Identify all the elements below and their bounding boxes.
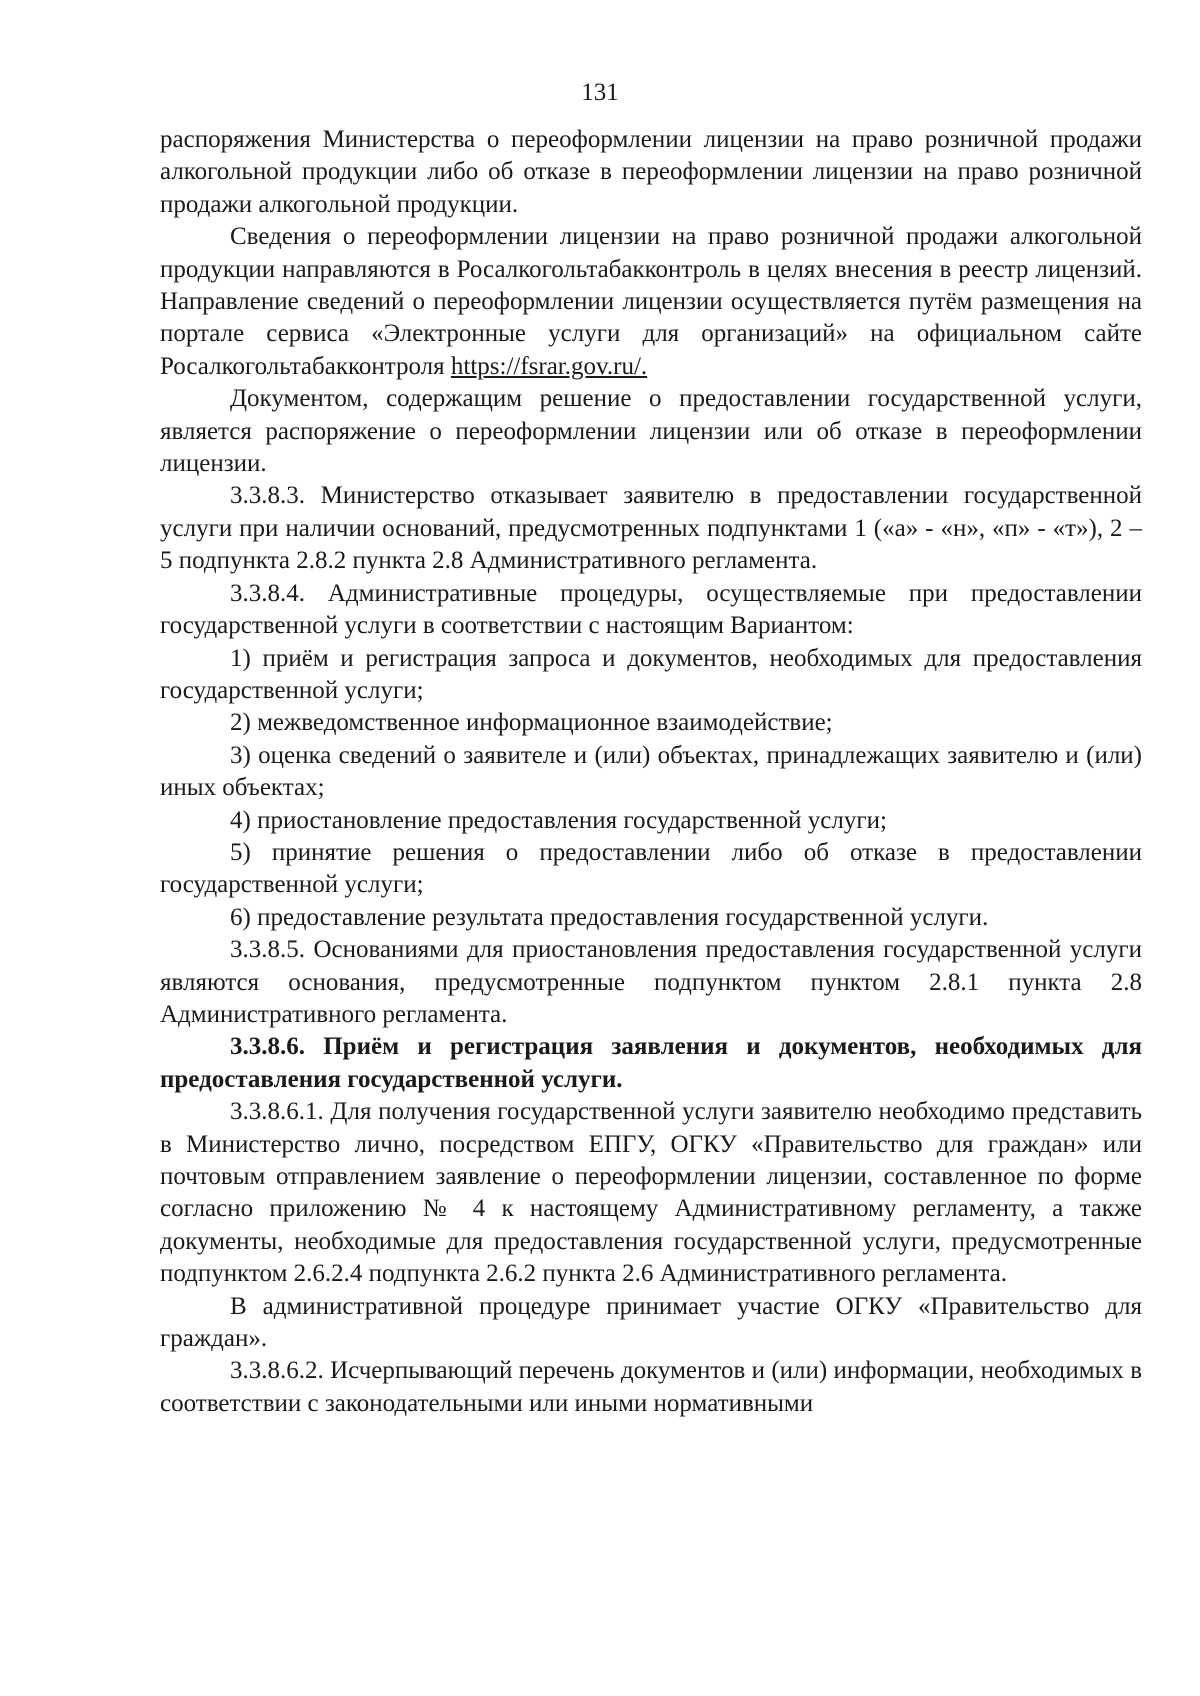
list-item: 4) приостановление предоставления государственной услуги; <box>230 806 887 834</box>
list-item: 5) принятие решения о предоставлении либо об отказе в предоставлении государственной услуги; <box>160 838 1142 899</box>
document-body <box>160 124 1142 1420</box>
paragraph-3-3-8-6-2: 3.3.8.6.2. Исчерпывающий перечень документов и (или) информации, необходимых в соответствии с законодательными или иными нормативными <box>160 1357 1142 1417</box>
list-item: 6) предоставление результата предоставления государственной услуги. <box>230 903 989 931</box>
section-heading-3-3-8-6: 3.3.8.6. Приём и регистрация заявления и документов, необходимых для предоставления государственной услуги. <box>160 1033 1142 1093</box>
list-item: 3) оценка сведений о заявителе и (или) объектах, принадлежащих заявителю и (или) иных объектах; <box>160 741 1142 802</box>
fsrar-link[interactable]: https://fsrar.gov.ru/. <box>450 352 648 380</box>
paragraph-3-3-8-6-1: 3.3.8.6.1. Для получения государственной услуги заявителю необходимо представить в Министерство лично, посредством ЕПГУ, ОГКУ «Правительство для граждан» или почтовым отправлением заявление о переоформлении лицензии, составленное по форме согласно приложению № 4 к настоящему Административному регламенту, а также документы, необходимые для предоставления государственной услуги, предусмотренные подпунктом 2.6.2.4 подпункта 2.6.2 пункта 2.6 Административного регламента. <box>160 1098 1142 1288</box>
paragraph-continuation: распоряжения Министерства о переоформлении лицензии на право розничной продажи алкогольной продукции либо об отказе в переоформлении лицензии на право розничной продажи алкогольной продукции. <box>160 126 1142 218</box>
paragraph-license-info-text: Сведения о переоформлении лицензии на право розничной продажи алкогольной продукции направляются в Росалкогольтабакконтроль в целях внесения в реестр лицензий. Направление сведений о переоформлении лицензии осуществляется путём размещения на портале сервиса «Электронные услуги для организаций» на официальном сайте Росалкогольтабакконтроля <box>160 223 1142 380</box>
paragraph-participation: В административной процедуре принимает участие ОГКУ «Правительство для граждан». <box>160 1292 1142 1353</box>
paragraph-3-3-8-5: 3.3.8.5. Основаниями для приостановления предоставления государственной услуги являются основания, предусмотренные подпунктом пунктом 2.8.1 пункта 2.8 Административного регламента. <box>160 936 1142 1028</box>
list-item: 1) приём и регистрация запроса и документов, необходимых для предоставления государственной услуги; <box>160 644 1142 704</box>
list-item: 2) межведомственное информационное взаимодействие; <box>230 709 833 737</box>
paragraph-3-3-8-4: 3.3.8.4. Административные процедуры, осуществляемые при предоставлении государственной услуги в соответствии с настоящим Вариантом: <box>160 579 1142 640</box>
paragraph-3-3-8-3: 3.3.8.3. Министерство отказывает заявителю в предоставлении государственной услуги при наличии оснований, предусмотренных подпунктами 1 («а» - «н», «п» - «т»), 2 – 5 подпункта 2.8.2 пункта 2.8 Административного регламента. <box>160 482 1142 575</box>
page-number: 131 <box>581 79 619 106</box>
paragraph-license-info <box>160 221 1142 383</box>
paragraph-decision-document: Документом, содержащим решение о предоставлении государственной услуги, является распоряжение о переоформлении лицензии или об отказе в переоформлении лицензии. <box>160 385 1142 478</box>
